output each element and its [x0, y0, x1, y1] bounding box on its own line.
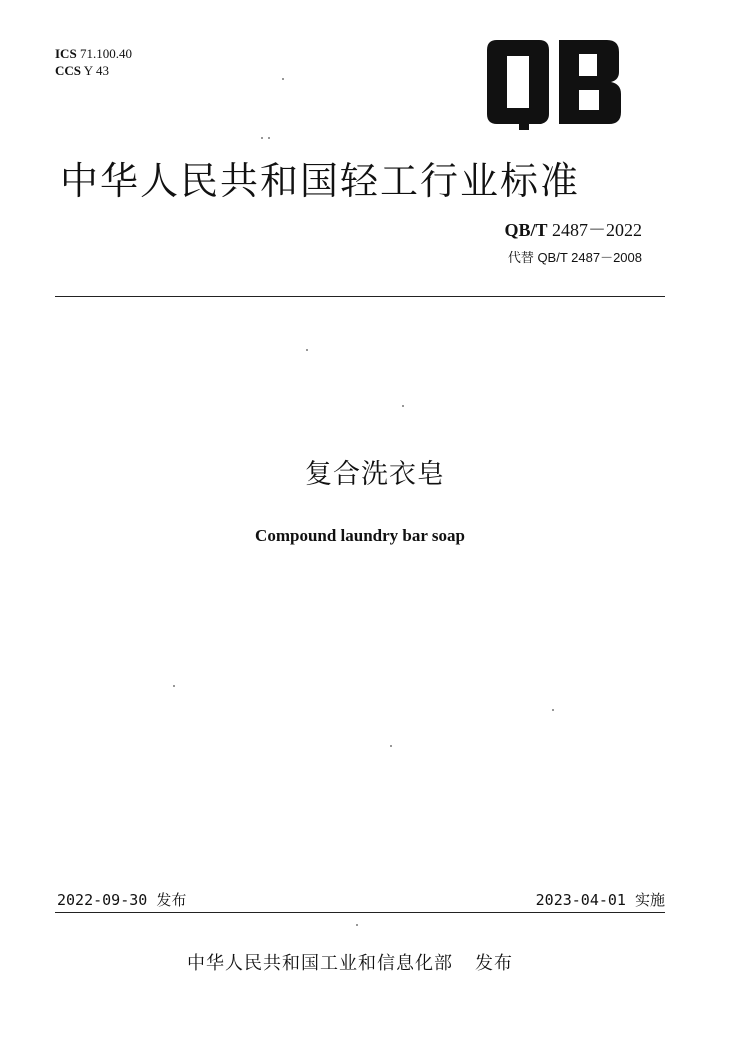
- qb-logo: [483, 38, 625, 130]
- standard-category-title: 中华人民共和国轻工行业标准: [60, 159, 581, 203]
- document-title-english: Compound laundry bar soap: [255, 526, 465, 545]
- header-divider: [55, 296, 665, 297]
- document-title-chinese: 复合洗衣皂: [305, 459, 445, 490]
- scan-speck: [402, 405, 404, 407]
- scan-speck: [356, 924, 358, 926]
- scan-speck: [268, 137, 270, 139]
- scan-speck: [552, 709, 554, 711]
- standard-number: QB/T 2487－2022: [504, 220, 642, 240]
- publish-date: 2022-09-30 发布: [57, 891, 187, 909]
- ics-code: ICS 71.100.40: [55, 46, 132, 61]
- publisher: [187, 949, 513, 975]
- scan-speck: [390, 745, 392, 747]
- scan-speck: [282, 78, 284, 80]
- replaces-standard: 代替 QB/T 2487－2008: [507, 250, 642, 265]
- footer-divider: [55, 912, 665, 913]
- publisher-name: 中华人民共和国工业和信息化部: [187, 953, 453, 974]
- scan-speck: [306, 349, 308, 351]
- implementation-date: 2023-04-01 实施: [535, 891, 665, 909]
- scan-speck: [261, 137, 263, 139]
- ccs-code: CCS Y 43: [55, 63, 109, 78]
- scan-speck: [173, 685, 175, 687]
- publish-label: 发布: [475, 953, 513, 974]
- classification-codes: [55, 45, 132, 79]
